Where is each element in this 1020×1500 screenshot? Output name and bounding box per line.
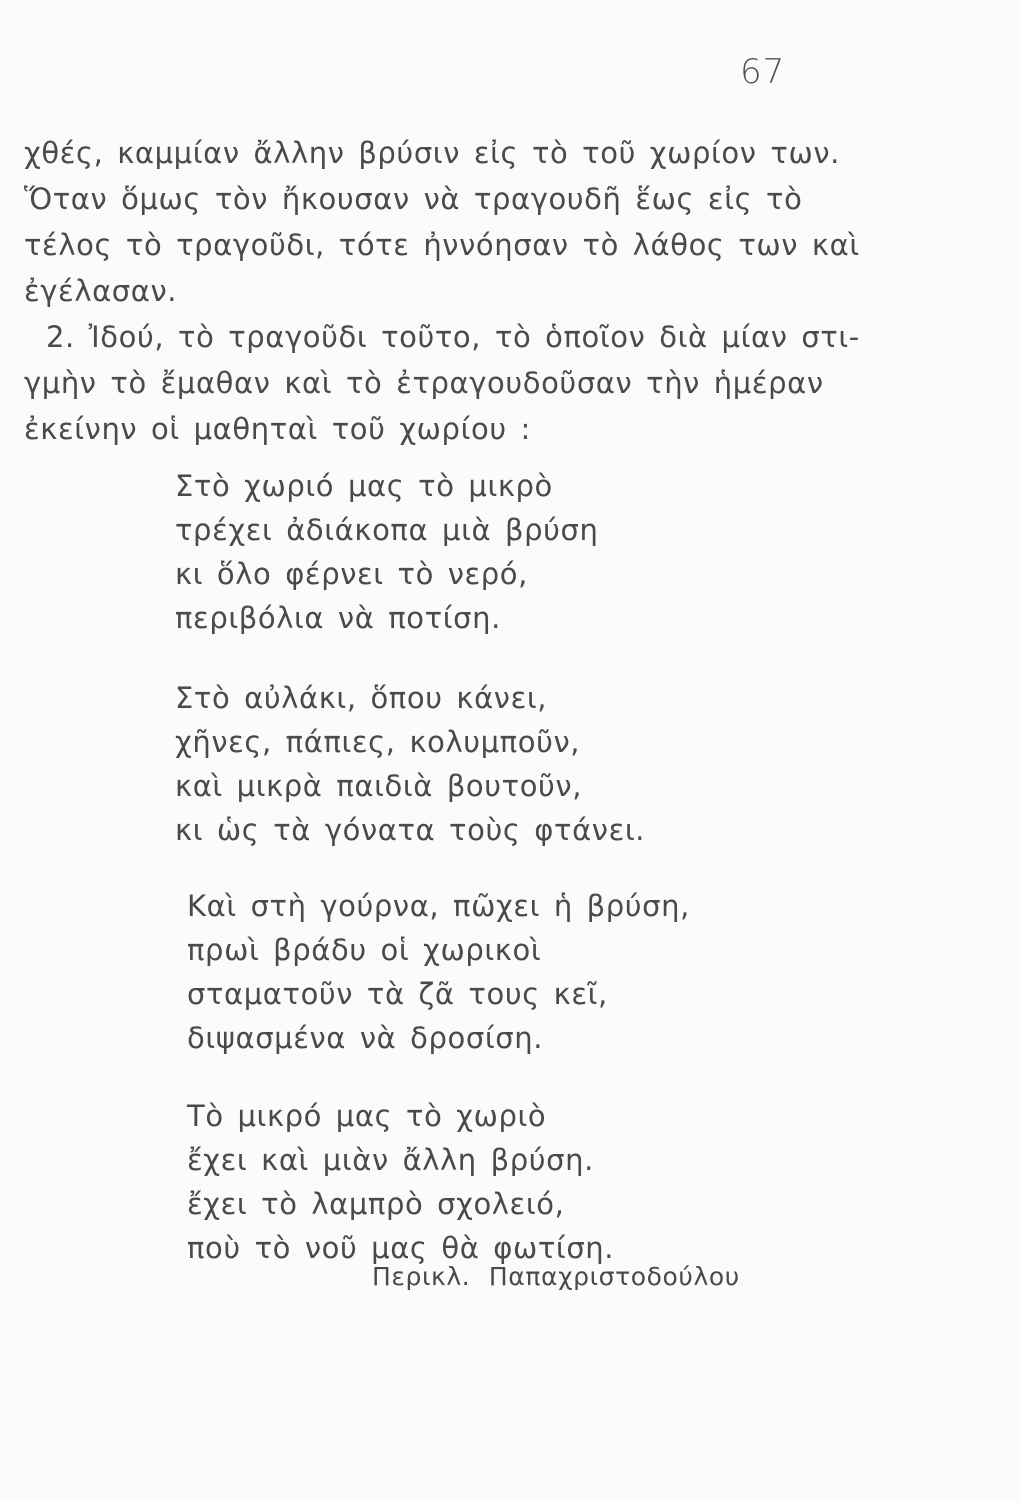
prose-line: Ὅταν ὅμως τὸν ἤκουσαν νὰ τραγουδῆ ἕως εἰς τὸ <box>24 182 803 216</box>
poem-line: καὶ μικρὰ παιδιὰ βουτοῦν, <box>175 769 583 803</box>
poem-line: Καὶ στὴ γούρνα, πῶχει ἡ βρύση, <box>187 889 690 923</box>
poem-line: Τὸ μικρό μας τὸ χωριὸ <box>187 1099 547 1133</box>
poem-stanza-4 <box>187 1094 787 1270</box>
poem-line: περιβόλια νὰ ποτίση. <box>175 601 501 635</box>
prose-paragraph <box>24 130 860 452</box>
poem-line: πρωὶ βράδυ οἱ χωρικοὶ <box>187 933 542 967</box>
prose-line: τέλος τὸ τραγοῦδι, τότε ἠννόησαν τὸ λάθος των καὶ <box>24 228 860 262</box>
poem-line: Στὸ αὐλάκι, ὅπου κάνει, <box>175 681 548 715</box>
poem-line: ἔχει τὸ λαμπρὸ σχολειό, <box>187 1187 565 1221</box>
author-signature: Περικλ. Παπαχριστοδούλου <box>372 1262 740 1291</box>
poem-line: διψασμένα νὰ δροσίση. <box>187 1021 544 1055</box>
page-number: 67 <box>740 52 786 92</box>
prose-line: γμὴν τὸ ἔμαθαν καὶ τὸ ἐτραγουδοῦσαν τὴν ἡμέραν <box>24 366 824 400</box>
prose-line: ἐγέλασαν. <box>24 274 178 308</box>
poem-line: σταματοῦν τὰ ζᾶ τους κεῖ, <box>187 977 608 1011</box>
poem-line: κι ὡς τὰ γόνατα τοὺς φτάνει. <box>175 813 646 847</box>
prose-line: ἐκείνην οἱ μαθηταὶ τοῦ χωρίου : <box>24 412 531 446</box>
poem-line: χῆνες, πάπιες, κολυμποῦν, <box>175 725 581 759</box>
poem-stanza-1 <box>175 464 775 640</box>
poem-line: κι ὅλο φέρνει τὸ νερό, <box>175 557 528 591</box>
poem-stanza-3 <box>187 884 787 1060</box>
poem-line: ποὺ τὸ νοῦ μας θὰ φωτίση. <box>187 1231 615 1265</box>
poem-line: τρέχει ἀδιάκοπα μιὰ βρύση <box>175 513 599 547</box>
poem-stanza-2 <box>175 676 775 852</box>
prose-line: χθές, καμμίαν ἄλλην βρύσιν εἰς τὸ τοῦ χωρίον των. <box>24 136 840 170</box>
poem-line: Στὸ χωριό μας τὸ μικρὸ <box>175 469 553 503</box>
poem-line: ἔχει καὶ μιὰν ἄλλη βρύση. <box>187 1143 594 1177</box>
prose-line: 2. Ἰδού, τὸ τραγοῦδι τοῦτο, τὸ ὁποῖον διὰ μίαν στι- <box>46 320 860 354</box>
